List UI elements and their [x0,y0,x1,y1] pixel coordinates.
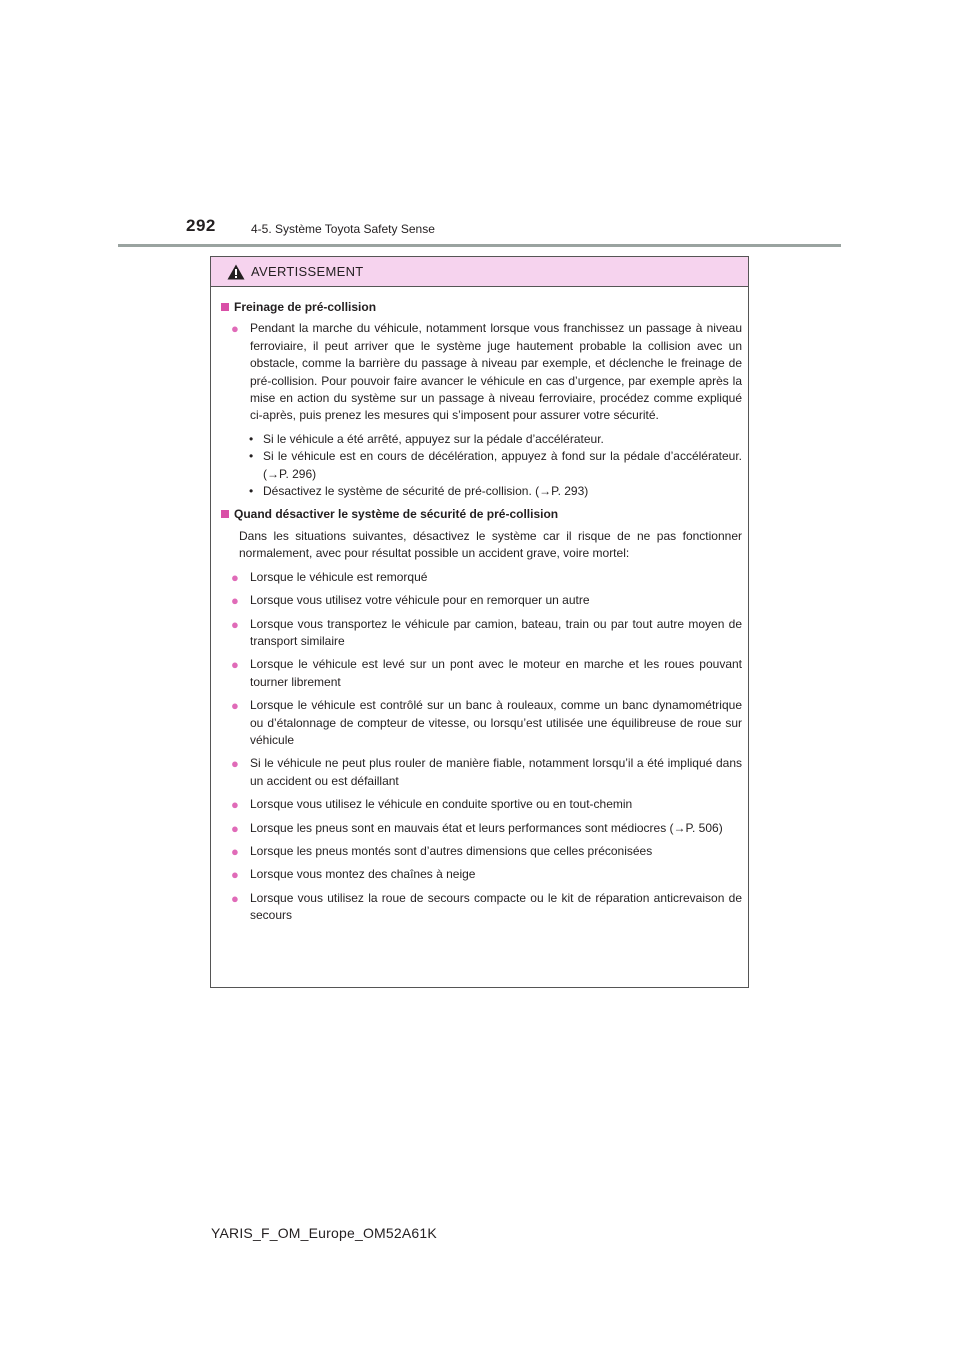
list-item-text: Lorsque vous montez des chaînes à neige [250,867,476,882]
list-item-text: Lorsque le véhicule est contrôlé sur un banc à rouleaux, comme un banc dynamométrique ou d’étalonnage de compteur de vitesse, ou lorsqu’est utilisée une équilibreuse de roue sur véhicule [250,698,742,747]
circle-bullet-icon: ● [231,321,239,337]
sub-bullet-icon: • [249,431,254,446]
circle-bullet-icon: ● [231,569,239,585]
sub-bullet-icon: • [249,484,254,499]
list-item-text: Lorsque vous utilisez votre véhicule pour en remorquer un autre [250,593,590,608]
sub-bullet-icon: • [249,449,254,464]
warning-header [211,257,748,287]
list-item-text: Lorsque vous utilisez la roue de secours compacte ou le kit de réparation anticrevaison de secours [250,890,742,923]
warning-body [211,287,748,925]
list-item-text: Lorsque les pneus sont en mauvais état et leurs performances sont médiocres (→P. 506) [250,820,723,835]
circle-bullet-icon: ● [231,698,239,714]
sub-list-item-text: Si le véhicule a été arrêté, appuyez sur la pédale d’accélérateur. [263,431,604,446]
list-item [231,866,742,883]
section-heading-text: Quand désactiver le système de sécurité de pré-collision [234,507,559,522]
list-item [231,890,742,925]
section-heading-text: Freinage de pré-collision [234,300,377,314]
section-heading [219,506,742,523]
sub-list-item-text: Désactivez le système de sécurité de pré-collision. (→P. 293) [263,484,589,499]
list-item [231,820,742,837]
list-item-text: Lorsque vous utilisez le véhicule en conduite sportive ou en tout-chemin [250,797,633,812]
warning-box [210,256,749,988]
circle-bullet-icon: ● [231,657,239,673]
circle-bullet-icon: ● [231,616,239,632]
sub-list [219,431,742,501]
sub-list-item-text: Si le véhicule est en cours de décélération, appuyez à fond sur la pédale d’accélérateur. (→P. 296) [263,449,742,481]
list-item [231,592,742,609]
sub-list-item [249,448,742,483]
sub-list-item [249,483,742,500]
list-item [231,843,742,860]
square-bullet-icon [221,510,229,518]
list-item [231,569,742,586]
circle-bullet-icon: ● [231,797,239,813]
list-item-text: Lorsque le véhicule est levé sur un pont avec le moteur en marche et les roues pouvant tourner librement [250,657,742,689]
page-number: 292 [186,216,216,235]
list-item-text: Si le véhicule ne peut plus rouler de manière fiable, notamment lorsqu’il a été impliqué dans un accident ou est défaillant [250,756,742,788]
warning-triangle-icon [227,264,245,280]
list-item-text: Lorsque vous transportez le véhicule par camion, bateau, train ou par tout autre moyen de transport similaire [250,616,742,648]
list-item-text: Lorsque le véhicule est remorqué [250,569,428,584]
square-bullet-icon [221,303,229,311]
list-item-text: Lorsque les pneus montés sont d’autres dimensions que celles préconisées [250,843,653,858]
section-title: 4-5. Système Toyota Safety Sense [251,222,435,236]
circle-bullet-icon: ● [231,890,239,906]
document-id-footer: YARIS_F_OM_Europe_OM52A61K [211,1225,437,1241]
circle-bullet-icon: ● [231,820,239,836]
list-item [231,656,742,691]
intro-paragraph: Dans les situations suivantes, désactivez le système car il risque de ne pas fonctionner normalement, avec pour résultat possible un accident grave, voire mortel: [239,528,742,561]
header-divider [118,244,841,247]
circle-bullet-icon: ● [231,843,239,859]
warning-title: AVERTISSEMENT [251,264,364,279]
list-item [231,320,742,424]
list-item [231,616,742,651]
list-item [231,755,742,790]
list-item [231,796,742,813]
section-heading [219,299,742,316]
circle-bullet-icon: ● [231,867,239,883]
list-item [231,697,742,749]
sub-list-item [249,431,742,448]
list-item-text: Pendant la marche du véhicule, notamment lorsque vous franchissez un passage à niveau ferroviaire, il peut arriver que le système juge hautement probable la collision avec un obstacle, comme la barrière du passage à niveau par exemple, et déclenche le freinage de pré-collision. Pour pouvoir faire avancer le véhicule en cas d’urgence, par exemple après la mise en action du système sur un passage à niveau ferroviaire, procédez comme expliqué ci-après, puis prenez les mesures qui s’imposent pour assurer votre sécurité. [250,321,742,423]
circle-bullet-icon: ● [231,593,239,609]
circle-bullet-icon: ● [231,756,239,772]
